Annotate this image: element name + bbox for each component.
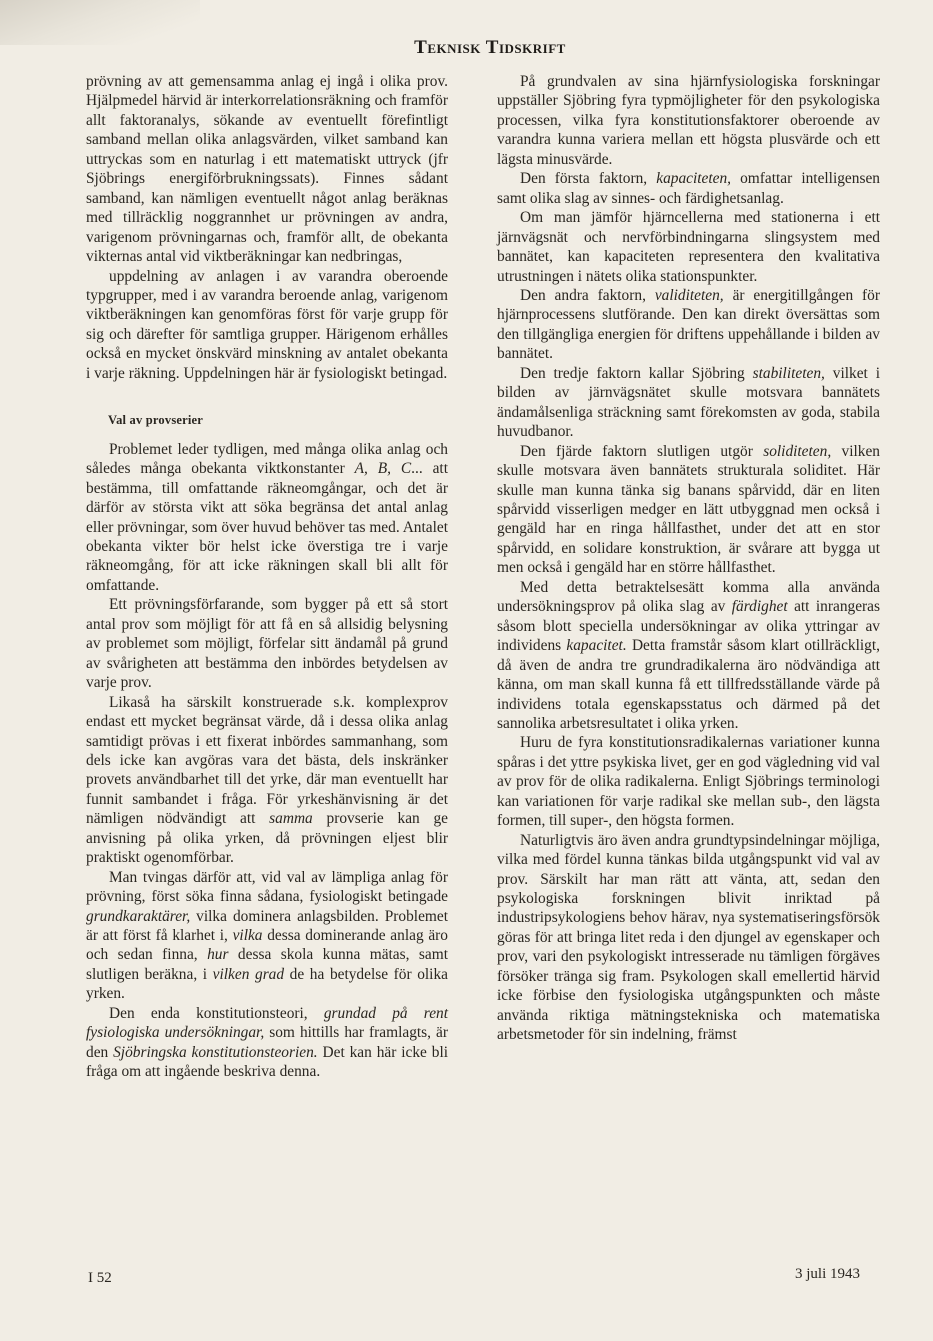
left-paragraph: Problemet leder tydligen, med många olika anlag och således många obekanta viktkonstanter A, B, C... att bestämma, till omfattande räkneomgångar, och det är därför av största vikt att söka begränsa det antal anlag eller prövningar, som över huvud behöver tas med. Antalet obekanta vikter bör helst icke överstiga tre i varje räkneomgång, för att icke räkningen skall bli allt för omfattande. xyxy=(86,440,448,594)
page-number: I 52 xyxy=(88,1270,112,1286)
right-paragraph: Den andra faktorn, validiteten, är energitillgången för hjärnprocessens slutförande. Den kan direkt översättas som den tillgängliga energien för driftens uppehållande i bilden av bannätet. xyxy=(497,286,881,363)
left-paragraph: Man tvingas därför att, vid val av lämpliga anlag för prövning, först söka finna sådana, fysiologiskt betingade grundkaraktärer, vilka dominera anlagsbilden. Problemet är att först få klarhet i, vilka dessa dominerande anlag äro och sedan finna, hur dessa skola kunna mätas, samt slutligen beräkna, i vilken grad de ha betydelse för olika yrken. xyxy=(86,868,448,1003)
right-paragraph: På grundvalen av sina hjärnfysiologiska forskningar uppställer Sjöbring fyra typmöjligheter för den psykologiska processen, vilka fyra konstitutionsfaktorer oberoende av varandra kunna variera mellan ett högsta plusvärde och ett lägsta minusvärde. xyxy=(497,73,880,168)
right-paragraph: Huru de fyra konstitutionsradikalernas variationer kunna spåras i det yttre psykiska livet, ger en god vägledning vid val av prov för de olika radikalerna. Enligt Sjöbrings terminologi kan variationen för varje radikal ske mellan sub-, den lägsta formen, till super-, den högsta formen. xyxy=(497,734,880,830)
right-paragraph: Den första faktorn, kapaciteten, omfattar intelligensen samt olika slag av sinnes- och färdighetsanlag. xyxy=(497,170,880,207)
section-heading: Val av provserier xyxy=(108,413,204,428)
left-column xyxy=(86,72,448,1082)
right-paragraph: Den fjärde faktorn slutligen utgör soliditeten, vilken skulle motsvara även bannätets strukturala soliditet. Här skulle man kunna tänka sig banans spårvidd, där en liten spårvidd visserligen medger en lätt utbyggnad men också i gengäld har en ringa hållfasthet, under det att en stor spårvidd, en solidare konstruktion, är svårare att bygga ut men också i gengäld har en större hållfasthet. xyxy=(497,442,880,577)
left-paragraph: Likaså ha särskilt konstruerade s.k. komplexprov endast ett mycket begränsat värde, då i dessa olika anlag samtidigt prövas i ett fixerat inbördes sammanhang, som dels icke kan avgöras vara det bästa, dels inskränker provets användbarhet till det yrke, där man eventuellt har funnit sambandet i fråga. För yrkeshänvisning är det nämligen nödvändigt att samma provserie kan ge anvisning på olika yrken, då prövningen eljest blir praktiskt ogenomförbar. xyxy=(86,693,448,867)
issue-date: 3 juli 1943 xyxy=(795,1266,861,1282)
left-paragraph: Ett prövningsförfarande, som bygger på ett så stort antal prov som möjligt för att få en så allsidig belysning av problemet som möjligt, förfelar sitt ändamål på grund av svårigheten att bestämma den inbördes betydelsen av varje prov. xyxy=(86,596,448,692)
left-paragraph: uppdelning av anlagen i av varandra oberoende typgrupper, med i av varandra beroende anlag, varigenom viktberäkningen kan genomföras först för varje grupp för sig och därefter för samtliga grupper. Härigenom erhålles också en mycket önskvärd minskning av antalet obekanta i varje räkning. Uppdelningen här är fysiologiskt betingad. xyxy=(86,267,448,382)
right-column xyxy=(497,72,880,1045)
left-paragraph: Den enda konstitutionsteori, grundad på rent fysiologiska undersökningar, som hittills har framlagts, är den Sjöbringska konstitutionsteorien. Det kan här icke bli fråga om att ingående beskriva denna. xyxy=(86,1004,449,1081)
page-corner-shadow xyxy=(0,0,200,45)
left-paragraph: prövning av att gemensamma anlag ej ingå i olika prov. Hjälpmedel härvid är interkorrelationsräkning och framför allt faktoranalys, sökande av eventuellt förefintligt samband mellan olika anlagsvärden, vilket samband kan uttryckas som en naturlag i ett matematiskt uttryck (jfr Sjöbrings energiförbrukningssats). Finnes sådant samband, kan nämligen eventuellt något anlag beräknas med tillräcklig noggrannhet ur prövningen av andra, varigenom prövningarnas och, framför allt, de obekanta vikternas antal vid viktberäkningar kan nedbringas, xyxy=(86,73,448,266)
right-paragraph: Naturligtvis äro även andra grundtypsindelningar möjliga, vilka med fördel kunna tänkas bilda utgångspunkt vid val av prov. Särskilt har man rätt att vänta, att, sedan den psykologiska forskningen blivit inriktad på industripsykologiens behov härav, nya systematiseringsförsök göras för att bringa litet reda i den djungel av egenskaper och prov, vari den psykologiskt intresserade nu tämligen förgäves försöker tränga sig fram. Psykologen skall emellertid härvid icke förbise den fysiologiska utgångspunkten och måste använda riktiga mätningstekniska och matematiska arbetsmetoder för sin indelning, främst xyxy=(497,831,880,1044)
right-paragraph: Den tredje faktorn kallar Sjöbring stabiliteten, vilket i bilden av järnvägsnätet skulle motsvara bannätets ändamålsenliga sträckning samt förekomsten av goda, stabila huvudbanor. xyxy=(497,364,880,441)
right-paragraph: Med detta betraktelsesätt komma alla använda undersökningsprov på olika slag av färdighet att inrangeras såsom blott speciella undersökningar av olika yttringar av individens kapacitet. Detta framstår såsom klart otillräckligt, då även de andra tre grundradikalerna äro nödvändiga att känna, om man skall kunna få ett tillfredsställande värde på individens totala egenskapsstatus och därmed på det sannolika arbetsresultatet i olika yrken. xyxy=(497,578,880,732)
right-paragraph: Om man jämför hjärncellerna med stationerna i ett järnvägsnät och nervförbindningarna slingsystem med bannätet, kan kapaciteten representera den kvalitativa utrustningen i nätets olika stationspunkter. xyxy=(497,209,880,285)
journal-header: Teknisk Tidskrift xyxy=(414,37,566,58)
